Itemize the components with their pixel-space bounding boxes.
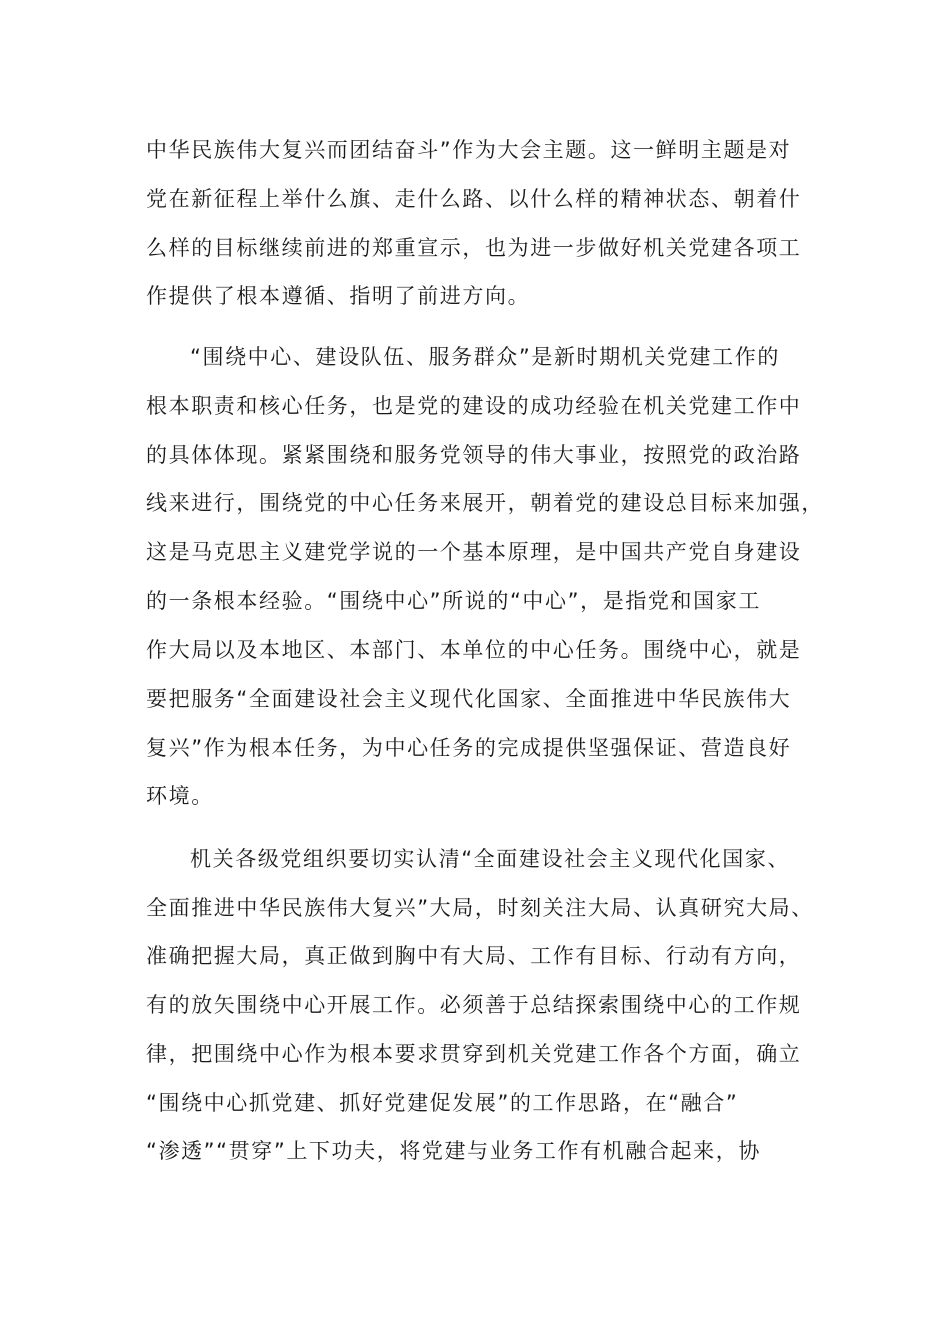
text-line: 这是马克思主义建党学说的一个基本原理，是中国共产党自身建设: [146, 540, 802, 564]
text-line: 有的放矢围绕中心开展工作。必须善于总结探索围绕中心的工作规: [146, 993, 802, 1017]
text-line: 的一条根本经验。“围绕中心”所说的“中心”，是指党和国家工: [146, 589, 761, 613]
text-line: “渗透”“贯穿”上下功夫，将党建与业务工作有机融合起来，协: [146, 1139, 761, 1163]
text-line: 环境。: [146, 784, 214, 808]
text-line: 律，把围绕中心作为根本要求贯穿到机关党建工作各个方面，确立: [146, 1042, 802, 1066]
text-line: 作提供了根本遵循、指明了前进方向。: [146, 284, 531, 308]
text-line: “围绕中心、建设队伍、服务群众”是新时期机关党建工作的: [190, 345, 780, 369]
text-line: 中华民族伟大复兴而团结奋斗”作为大会主题。这一鲜明主题是对: [146, 138, 792, 162]
text-line: 全面推进中华民族伟大复兴”大局，时刻关注大局、认真研究大局、: [146, 896, 814, 920]
text-line: 么样的目标继续前进的郑重宣示，也为进一步做好机关党建各项工: [146, 236, 802, 260]
text-line: 的具体体现。紧紧围绕和服务党领导的伟大事业，按照党的政治路: [146, 443, 802, 467]
text-line: 党在新征程上举什么旗、走什么路、以什么样的精神状态、朝着什: [146, 187, 802, 211]
text-line: 复兴”作为根本任务，为中心任务的完成提供坚强保证、营造良好: [146, 736, 792, 760]
text-line: 根本职责和核心任务，也是党的建设的成功经验在机关党建工作中: [146, 394, 802, 418]
text-line: 作大局以及本地区、本部门、本单位的中心任务。围绕中心，就是: [146, 638, 802, 662]
text-line: “围绕中心抓党建、抓好党建促发展”的工作思路，在“融合”: [146, 1091, 739, 1115]
text-line: 要把服务“全面建设社会主义现代化国家、全面推进中华民族伟大: [146, 687, 792, 711]
text-line: 机关各级党组织要切实认清“全面建设社会主义现代化国家、: [190, 847, 791, 871]
text-line: 线来进行，围绕党的中心任务来展开，朝着党的建设总目标来加强，: [146, 491, 824, 515]
text-line: 准确把握大局，真正做到胸中有大局、工作有目标、行动有方向，: [146, 944, 802, 968]
